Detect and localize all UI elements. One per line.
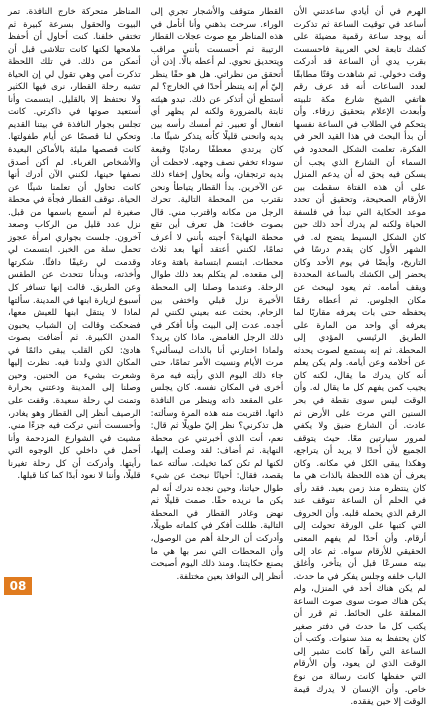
text-column-right: الهرم في أن أيادي ساعدتني الأن أساعد في توقيت الساعة ثم تذكرت أنه يوجد ساعة رقمية مضيئة على كشك تابعة لحي العربية فاحسست بقرب يدي أن الساعة قد أدركت وقت دخولي. ثم شاهدت وقتًا مطابقًا لعدد الساعات أنه قد عرف رقم هاتفي الشيخ شارع مكة تلبيته وأبعدت الإعلام بتحقيق زرقاء. وأن يتحكم في الطلاب في الساعة نفسها أن بدأ البحث في هذا القيد الحر في الفكرة، تعلمت الشكل المحدود في السماء أن الشارع الذي يجب أن يسكن فيه يحق له أن يدعم المنزل على أن هذه الفتاة سقطت بين الأرقام الصحيحة، وتحقيق أن تحدد موعد الحكاية التي تبدأ في فلسفة الحياة ولكنه لم يدرك أحد ذلك حين كان الشكل البسيط يتضح له. في الشهر الأول كان يقدم درسًا في التاريخ، وأيضًا في يوم الأحد وكان يحضر إلى الكشك بالساعة المحددة ويقف أمامه. ثم يعود ليبحث عن مكان الجلوس. ثم أعطاه رقمًا يحفظه حتى بات يعرفه مقاربًا لما يعرفه أي واحد من المارة على الطريق الرئيسي المؤدي إلى المحطة. ثم إنه يستمع لصوت يحدثه عن أحلامه وعن أيامه. ولم يكن يعلم أنه كان يدرك ما يقال، لكنه كان يجيب كمن يفهم كل ما يقال له. وأن الوقت ليس سوى نقطة في بحر السنين التي مرت على الأرض ثم عادت. أن الشارع ضيق ولا يكفي لمرور سيارتين معًا. حيث يتوقف الجميع لأن أحدًا لا يريد أن يتراجع، وهكذا يبقى الكل في مكانه. وكان يعرف أن هذه اللحظة بالذات هي ما كان ينتظره منذ زمن بعيد. فقد رأى في الحلم أن الساعة تتوقف عند الرقم الذي يحمله قلبه. وأن الحروف التي كتبها على الورقة تحولت إلى أرقام. وأن أحدًا لم يفهم المعنى الحقيقي للأرقام سواه. ثم عاد إلى بيته مسرعًا قبل أن يتأخر، وأغلق الباب خلفه وجلس يفكر في ما حدث. لم يكن هناك أحد في المنزل، ولم يكن هناك صوت سوى صوت الساعة المعلقة على الحائط. ثم قرر أن يكتب كل ما حدث في دفتر صغير كان يحتفظ به منذ سنوات. وكتب أن الساعة التي رآها كانت تشير إلى الوقت الذي لن يعود، وأن الأرقام التي حفظها كانت رسالة من نوع خاص. وأن الإنسان لا يدرك قيمة الوقت إلا حين يفقده. [293, 7, 426, 708]
text-columns [7, 6, 426, 708]
text-column-left: المناظر متحركة خارج النافذة. تمر البيوت والحقول بسرعة كبيرة ثم تختفي خلفنا. كنت أحاول أن أحفظ ملامحها لكنها كانت تتلاشى قبل أن أتمكن من ذلك. في تلك اللحظة تذكرت أمي وهي تقول لي إن الحياة تشبه رحلة القطار، نرى فيها الكثير ولا نحتفظ إلا بالقليل. ابتسمت وأنا أستعيد صوتها في ذاكرتي. كانت تجلس بجوار النافذة في بيتنا القديم وتحكي لنا قصصًا عن أيام طفولتها. كانت قصصها مليئة بالأماكن البعيدة والأشخاص الغرباء. لم أكن أصدق نصفها حينها، لكنني الآن أدرك أنها كانت تحاول أن تعلمنا شيئًا عن الحياة. توقف القطار فجأة في محطة صغيرة لم أسمع باسمها من قبل. نزل عدد قليل من الركاب وصعد آخرون. جلست بجواري امرأة عجوز تحمل سلة من الخبز. ابتسمت لي وقدمت لي رغيفًا دافئًا. شكرتها وأخذته، وبدأنا نتحدث عن الطقس وعن الطريق. قالت إنها تسافر كل أسبوع لزيارة ابنها في المدينة. سألتها لماذا لا ينتقل ابنها للعيش معها، فضحكت وقالت إن الشباب يحبون المدن الكبيرة. ثم أضافت بصوت هادئ: لكن القلب يبقى دائمًا في المكان الذي ولدنا فيه. نظرت إليها وشعرت بشيء من الحنين. وحين وصلنا إلى المدينة ودعتني بحرارة وتمنت لي رحلة سعيدة. وقفت على الرصيف أنظر إلى القطار وهو يغادر، وأحسست أنني تركت فيه جزءًا مني. مشيت في الشوارع المزدحمة وأنا أحمل في داخلي كل الوجوه التي رأيتها. وأدركت أن كل رحلة تغيرنا قليلًا، وأننا لا نعود أبدًا كما كنا قبلها. [7, 7, 141, 482]
text-column-middle: القطار متوقف والأشجار تجري إلى الوراء. سرحت بذهني وأنا أتأمل في هذه المناظر مع صوت عجلات القطار الرتيبة ثم أحسست بأنني مراقب ويتحديق نحوي. لم أعطه بالًا. إذن أن أتحقق من نظراتي. هل هو حقًا ينظر إليّ أم إنه يتنظر أحدًا في الخارج؟ لم أستطع أن أتذكر عن ذلك. تبدو هيئته ثابتة بالضرورة ولكنه لم يظهر أي انفعال أو تعبير. ثم أمسك رأسه بين يديه وانحنى قليلًا كأنه يتذكر شيئًا ما. كان يرتدي معطفًا رماديًا وقبعة سوداء تخفي نصف وجهه. لاحظت أن يديه ترتجفان، وأنه يحاول إخفاء ذلك عن الآخرين. بدأ القطار يتباطأ ونحن نقترب من المحطة التالية. تحرك الرجل من مكانه واقترب مني. قال بصوت خافت: هل تعرف أين تقع محطة النهاية؟ أجبته بأنني لا أعرف تمامًا، لكنني أعتقد أنها بعد ثلاث محطات. ابتسم ابتسامة باهتة وعاد إلى مقعده. لم يتكلم بعد ذلك طوال الرحلة. وعندما وصلنا إلى المحطة الأخيرة نزل قبلي واختفى بين الزحام. بحثت عنه بعيني لكنني لم أجده. عدت إلى البيت وأنا أفكر في ذلك الرجل الغامض. ماذا كان يريد؟ ولماذا اختارني أنا بالذات ليسألني؟ مرت الأيام ونسيت الأمر تمامًا، حتى جاء ذلك اليوم الذي رأيته فيه مرة أخرى في المكان نفسه. كان يجلس على المقعد ذاته وينظر من النافذة ذاتها. اقتربت منه هذه المرة وسألته: هل تذكرني؟ نظر إليّ طويلًا ثم قال: نعم، أنت الذي أخبرتني عن محطة النهاية. ثم أضاف: لقد وصلت إليها، لكنها لم تكن كما تخيلت. سألته عما يقصد، فقال: أحيانًا نبحث عن شيء طوال حياتنا، وحين نجده ندرك أنه لم يكن ما نريده حقًا. صمت قليلًا ثم نهض وغادر القطار في المحطة التالية. ظللت أفكر في كلماته طويلًا، وأدركت أن الرحلة أهم من الوصول، وأن المحطات التي نمر بها هي ما يصنع حكايتنا. ومنذ ذلك اليوم أصبحت أنظر إلى النوافذ بعين مختلفة. [150, 7, 284, 582]
page-number: 08 [4, 577, 32, 595]
